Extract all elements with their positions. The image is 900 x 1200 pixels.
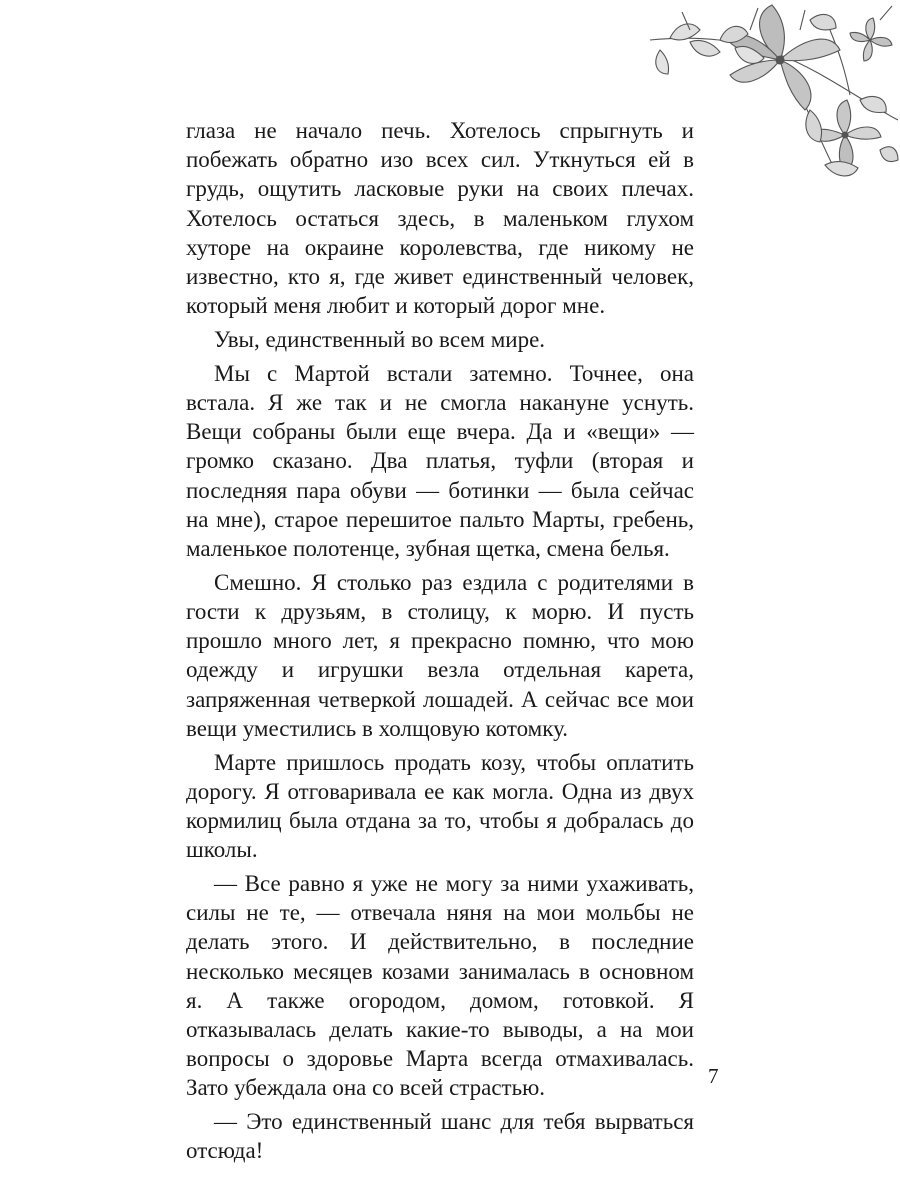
paragraph: глаза не начало печь. Хотелось спрыгнуть и побежать обратно изо всех сил. Уткнуться ей в грудь, ощутить ласковые руки на своих плечах. Хотелось остаться здесь, в маленьком глухом хуторе на окраине королевства, где никому не известно, кто я, где живет единственный человек, который меня любит и который дорог мне. [186,118,694,319]
paragraph: Марте пришлось продать козу, чтобы оплатить дорогу. Я отговаривала ее как могла. Одна из двух кормилиц была отдана за то, чтобы я добралась до школы. [186,749,694,863]
page-number: 7 [708,1064,719,1088]
main-text [186,116,694,1170]
paragraph: Смешно. Я столько раз ездила с родителями в гости к друзьям, в столицу, к морю. И пусть прошло много лет, я прекрасно помню, что мою одежду и игрушки везла отдельная карета, запряженная четверкой лошадей. А сейчас все мои вещи уместились в холщовую котомку. [186,569,694,741]
paragraph: — Это единственный шанс для тебя вырваться отсюда! [186,1109,694,1164]
paragraph: Мы с Мартой встали затемно. Точнее, она встала. Я же так и не смогла накануне уснуть. Вещи собраны были еще вчера. Да и «вещи» — громко сказано. Два платья, туфли (вторая и последняя пара обуви — ботинки — была сейчас на мне), старое перешитое пальто Марты, гребень, маленькое полотенце, зубная щетка, смена белья. [186,360,694,562]
paragraph: — Все равно я уже не могу за ними ухаживать, силы не те, — отвечала няня на мои мольбы не делать этого. И действительно, в последние несколько месяцев козами занималась в основном я. А также огородом, домом, готовкой. Я отказывалась делать какие-то выводы, а на мои вопросы о здоровье Марта всегда отмахивалась. Зато убеждала она со всей страстью. [186,871,694,1101]
paragraph: Увы, единственный во всем мире. [214,327,546,353]
